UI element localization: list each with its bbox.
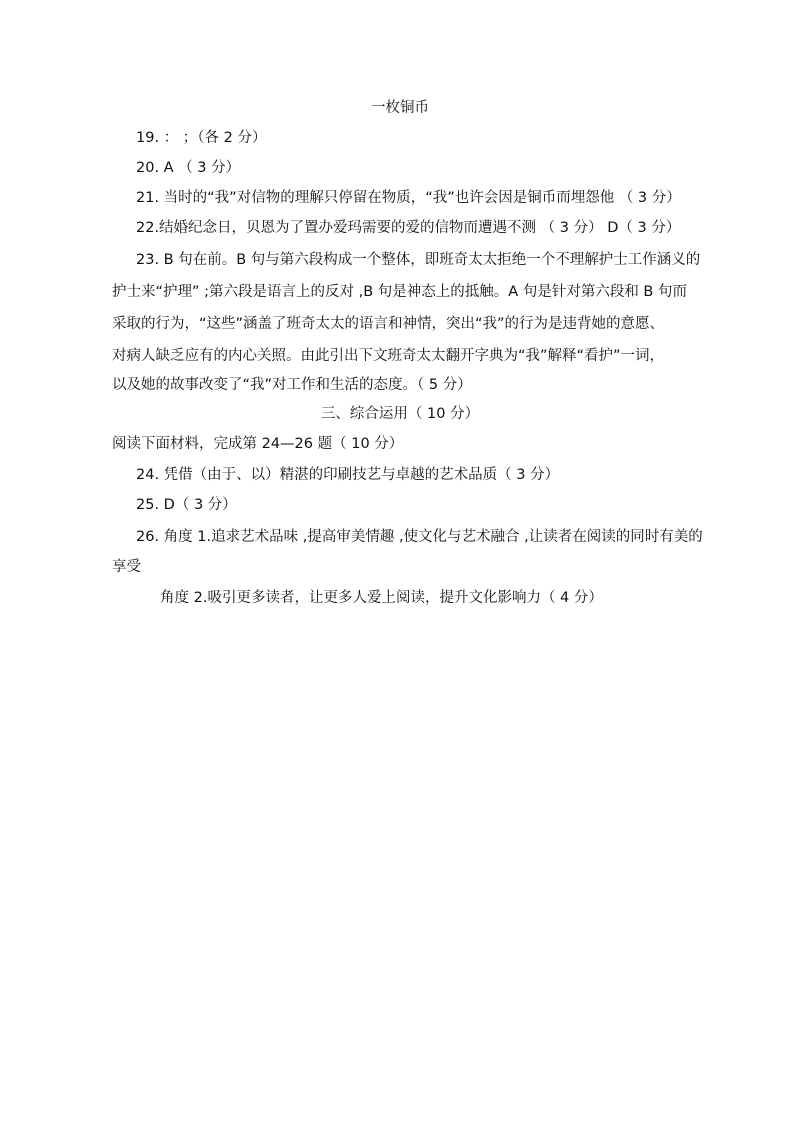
answer-21: 21. 当时的“我”对信物的理解只停留在物质，“我”也许会因是铜币而埋怨他 （ 3 分） — [136, 190, 681, 206]
section-heading: 三、综合运用（ 10 分） — [320, 406, 480, 422]
answer-22: 22.结婚纪念日，贝恩为了置办爱玛需要的爱的信物而遭遇不测 （ 3 分） D（ 3 分） — [136, 220, 681, 236]
answer-20: 20. A （ 3 分） — [136, 160, 241, 176]
answer-26-angle-2: 角度 2.吸引更多读者，让更多人爱上阅读，提升文化影响力（ 4 分） — [160, 590, 603, 606]
answer-25: 25. D（ 3 分） — [136, 497, 237, 513]
answer-26-line-2: 享受 — [112, 559, 141, 575]
reading-intro: 阅读下面材料，完成第 24—26 题（ 10 分） — [112, 436, 404, 452]
answer-23-line-5: 以及她的故事改变了“我”对工作和生活的态度。（ 5 分） — [112, 377, 472, 393]
answer-26-line-1: 26. 角度 1.追求艺术品味 ,提高审美情趣 ,使文化与艺术融合 ,让读者在阅读的同时有美的 — [136, 529, 703, 545]
section-title: 一枚铜币 — [371, 100, 429, 116]
answer-23-line-2: 护士来“护理” ;第六段是语言上的反对 ,B 句是神态上的抵触。A 句是针对第六段和 B 句而 — [112, 284, 687, 300]
answer-19: 19. ： ；（各 2 分） — [136, 130, 267, 146]
answer-23-line-3: 采取的行为，“这些”涵盖了班奇太太的语言和神情，突出“我”的行为是违背她的意愿、 — [112, 316, 665, 332]
answer-23-line-4: 对病人缺乏应有的内心关照。由此引出下文班奇太太翻开字典为“我”解释“看护”一词， — [112, 348, 665, 364]
answer-23-line-1: 23. B 句在前。B 句与第六段构成一个整体，即班奇太太拒绝一个不理解护士工作涵义的 — [136, 252, 701, 268]
answer-24: 24. 凭借（由于、以）精湛的印刷技艺与卓越的艺术品质（ 3 分） — [136, 467, 560, 483]
